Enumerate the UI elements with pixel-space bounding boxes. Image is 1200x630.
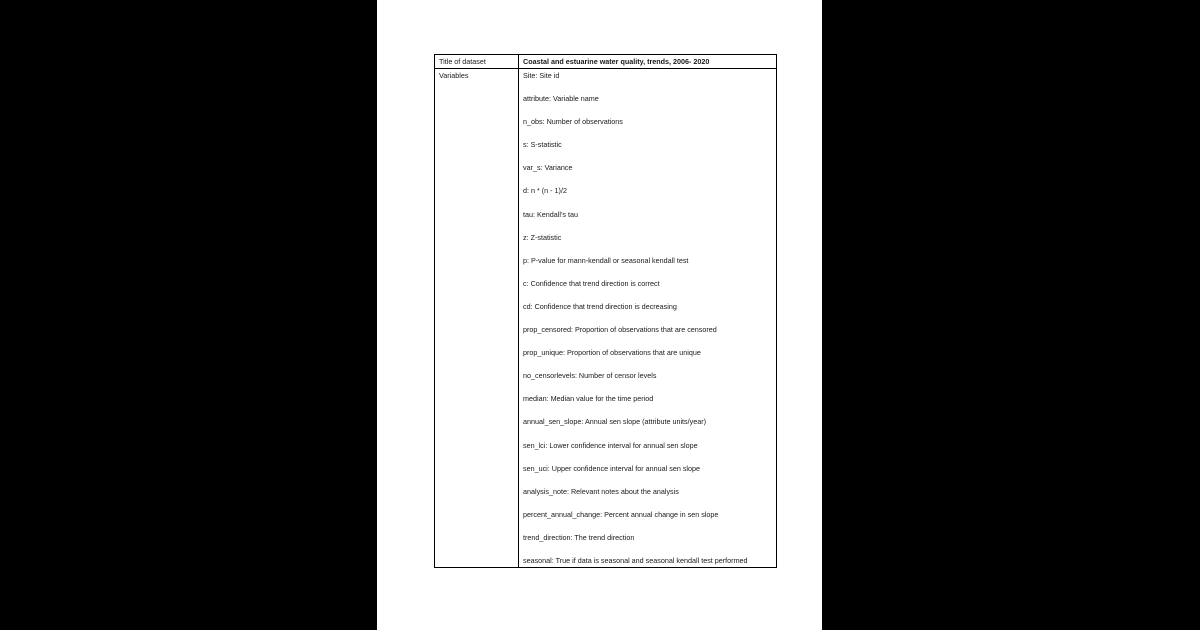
variable-item: c: Confidence that trend direction is correct: [523, 278, 660, 288]
title-label-cell: [435, 55, 519, 69]
variable-item: cd: Confidence that trend direction is decreasing: [523, 301, 677, 311]
variables-list: [523, 71, 776, 567]
variables-label: Variables: [439, 71, 469, 80]
title-row: [435, 55, 777, 69]
variable-item: no_censorlevels: Number of censor levels: [523, 371, 657, 381]
variable-item: z: Z-statistic: [523, 232, 562, 242]
variables-row: [435, 69, 777, 568]
variables-value-cell: [519, 69, 777, 568]
variable-item: seasonal: True if data is seasonal and seasonal kendall test performed: [523, 555, 748, 565]
title-label: Title of dataset: [439, 57, 486, 66]
variable-item: sen_lci: Lower confidence interval for annual sen slope: [523, 440, 698, 450]
document-page: [377, 0, 822, 630]
variable-item: annual_sen_slope: Annual sen slope (attribute units/year): [523, 417, 707, 427]
variable-item: percent_annual_change: Percent annual change in sen slope: [523, 509, 719, 519]
variables-label-cell: [435, 69, 519, 568]
variable-item: sen_uci: Upper confidence interval for annual sen slope: [523, 463, 701, 473]
variable-item: tau: Kendall’s tau: [523, 209, 579, 219]
variable-item: Site: Site id: [523, 71, 560, 80]
variable-item: s: S-statistic: [523, 140, 562, 150]
variable-item: d: n * (n - 1)/2: [523, 186, 567, 196]
variable-item: n_obs: Number of observations: [523, 117, 623, 127]
variable-item: median: Median value for the time period: [523, 394, 654, 404]
variable-item: p: P-value for mann-kendall or seasonal kendall test: [523, 255, 689, 265]
dataset-title: Coastal and estuarine water quality, trends, 2006- 2020: [523, 57, 710, 66]
variable-item: trend_direction: The trend direction: [523, 532, 635, 542]
title-value-cell: [519, 55, 777, 69]
variable-item: prop_unique: Proportion of observations that are unique: [523, 348, 701, 358]
variable-item: prop_censored: Proportion of observations that are censored: [523, 325, 717, 335]
variable-item: var_s: Variance: [523, 163, 573, 173]
variable-item: analysis_note: Relevant notes about the analysis: [523, 486, 679, 496]
variable-item: attribute: Variable name: [523, 94, 599, 104]
dataset-metadata-table: [434, 54, 777, 568]
